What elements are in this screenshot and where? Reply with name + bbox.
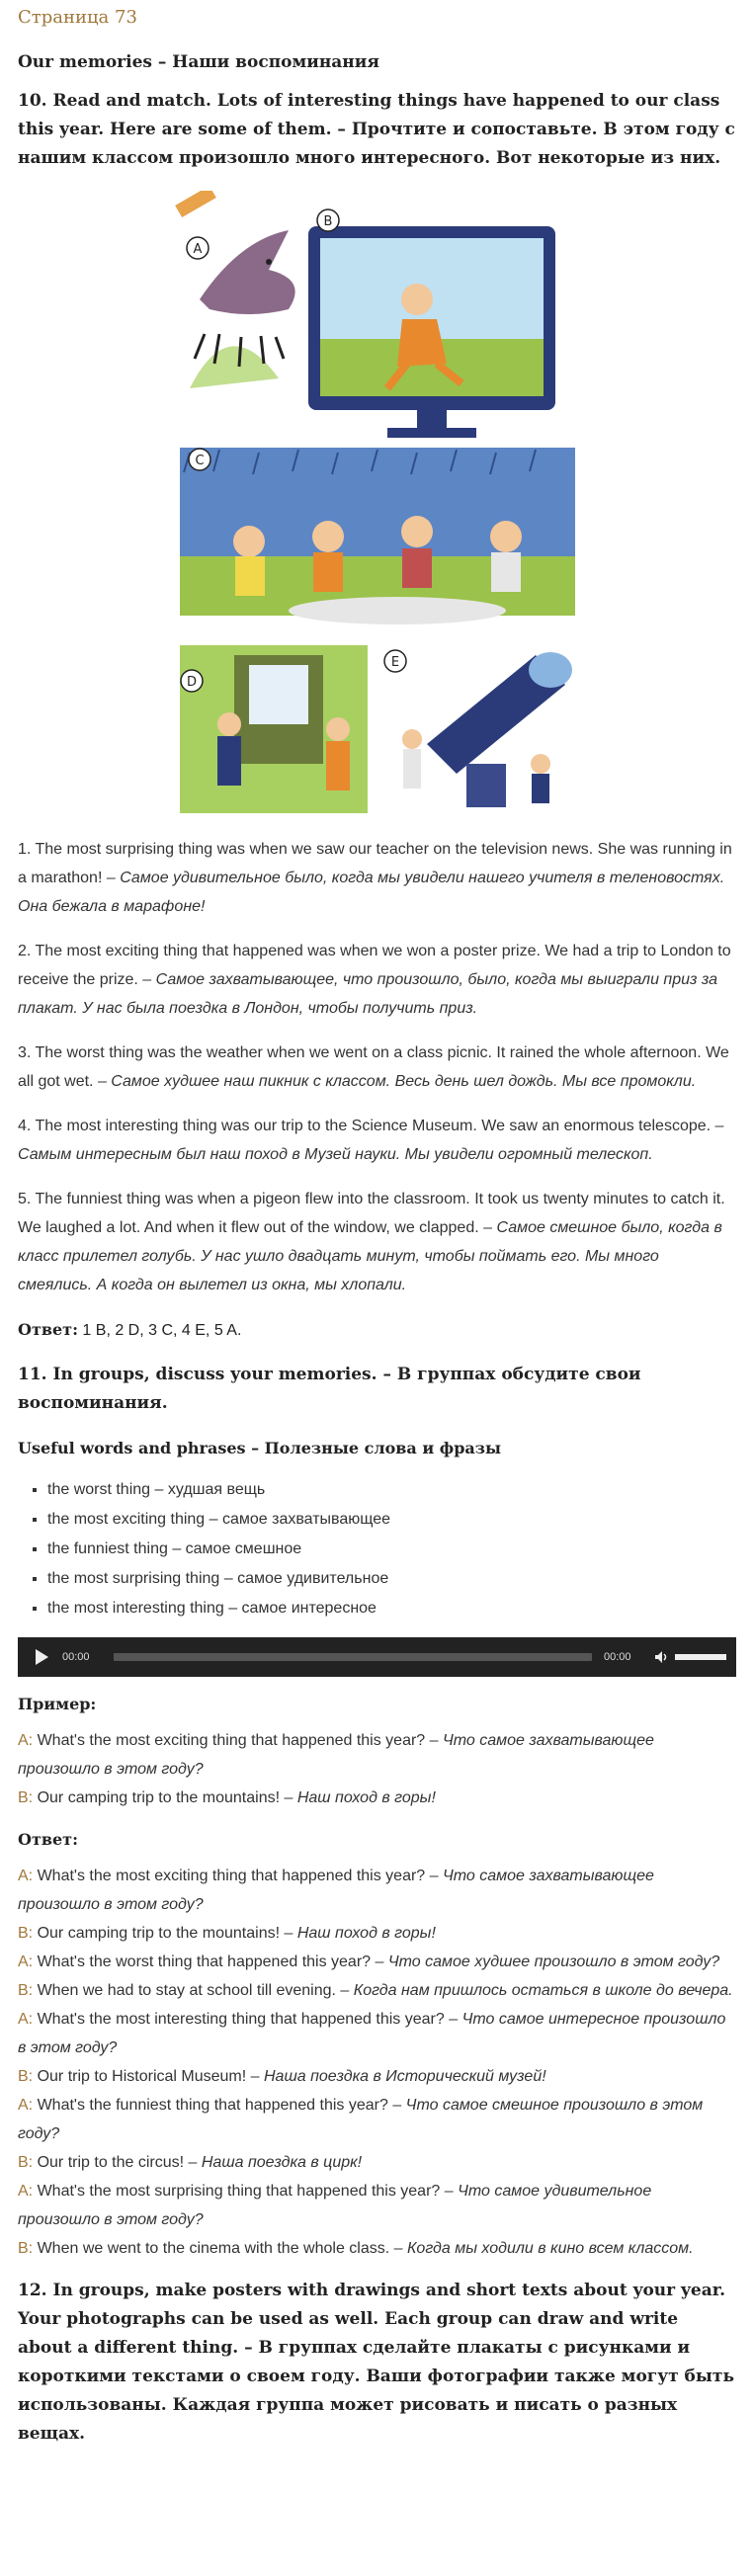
list-item: ▪ the worst thing – худшая вещь <box>47 1475 736 1505</box>
volume-slider[interactable] <box>675 1654 726 1660</box>
answer-10 <box>18 1315 736 1345</box>
label-a: A <box>193 242 202 257</box>
item-en: 2. The most exciting thing that happened was when we won a poster prize. We had a trip to London to receive the prize. <box>18 943 731 988</box>
dialog-line <box>18 2177 736 2234</box>
dialog-line <box>18 2062 736 2091</box>
line-en: What's the most interesting thing that happened this year? <box>37 2011 445 2028</box>
duration: 00:00 <box>604 1651 631 1663</box>
list-item: ▪ the most exciting thing – самое захватывающее <box>47 1505 736 1535</box>
speaker-label: B: <box>18 2154 34 2171</box>
line-ru: – Наш поход в горы! <box>284 1789 436 1806</box>
item-ru: – Самое удивительное было, когда мы увидели нашего учителя в теленовостях. Она бежала в марафоне! <box>18 870 725 915</box>
list-item: ▪ the most interesting thing – самое интересное <box>47 1594 736 1623</box>
matching-item-3 <box>18 1039 736 1096</box>
line-ru: – Что самое удивительное произошло в этом году? <box>18 2183 652 2228</box>
item-ru: – Самое смешное было, когда в класс прилетел голубь. У нас ушло двадцать минут, чтобы поймать его. Мы много смеялись. А когда он вылетел из окна, мы хлопали. <box>18 1219 722 1293</box>
line-ru: – Наша поездка в Исторический музей! <box>250 2068 546 2085</box>
line-en: What's the worst thing that happened this year? <box>37 1953 372 1970</box>
line-en: What's the most exciting thing that happened this year? <box>37 1868 426 1884</box>
dialog-line <box>18 2005 736 2062</box>
panel-d-prize <box>180 645 368 813</box>
line-en: What's the most surprising thing that happened this year? <box>37 2183 441 2200</box>
volume-icon[interactable] <box>653 1649 669 1665</box>
item-en: 3. The worst thing was the weather when we went on a class picnic. It rained the whole afternoon. We all got wet. <box>18 1044 729 1090</box>
task-12-heading: 12. In groups, make posters with drawings and short texts about your year. Your photographs can be used as well. Each group can draw and write about a different thing. – В группах сделайте плакаты с рисунками и короткими текстами о своем году. Ваши фотографии также могут быть использованы. Каждая группа может рисовать и писать о разных вещах. <box>18 2281 734 2444</box>
task-11-heading: 11. In groups, discuss your memories. – В группах обсудите свои воспоминания. <box>18 1365 641 1413</box>
current-time: 00:00 <box>62 1651 90 1663</box>
item-en: 4. The most interesting thing was our trip to the Science Museum. We saw an enormous telescope. <box>18 1118 712 1134</box>
item-en: 5. The funniest thing was when a pigeon flew into the classroom. It took us twenty minutes to catch it. We laughed a lot. And when it flew out of the window, we clapped. <box>18 1191 725 1236</box>
line-ru: – Что самое худшее произошло в этом году? <box>375 1953 720 1970</box>
line-en: What's the funniest thing that happened this year? <box>37 2097 388 2114</box>
dialog-line <box>18 1862 736 1919</box>
panel-a-pigeon <box>175 191 308 408</box>
line-en: Our camping trip to the mountains! <box>37 1925 281 1942</box>
answer-dialog <box>18 1862 736 2263</box>
line-ru: – Наша поездка в цирк! <box>188 2154 363 2171</box>
line-en: When we went to the cinema with the whole class. <box>37 2240 390 2257</box>
dialog-line <box>18 2148 736 2177</box>
line-ru: – Наш поход в горы! <box>284 1925 436 1942</box>
example-label: Пример: <box>18 1695 97 1713</box>
dialog-line <box>18 1784 736 1812</box>
line-ru: – Что самое интересное произошло в этом году? <box>18 2011 726 2056</box>
item-ru: – Самое худшее наш пикник с классом. Весь день шел дождь. Мы все промокли. <box>97 1073 697 1090</box>
play-icon[interactable] <box>36 1649 48 1665</box>
dialog-line <box>18 2234 736 2263</box>
panel-b-tv <box>308 209 555 438</box>
line-ru: – Когда нам пришлось остаться в школе до вечера. <box>340 1982 733 1999</box>
panel-c-picnic <box>180 448 575 624</box>
section-title: Our memories – Наши воспоминания <box>18 52 379 72</box>
line-en: What's the most exciting thing that happened this year? <box>37 1732 426 1749</box>
speaker-label: A: <box>18 1732 34 1749</box>
panel-e-telescope <box>377 645 575 813</box>
label-c: C <box>194 454 205 468</box>
dialog-line <box>18 1919 736 1948</box>
matching-item-1 <box>18 835 736 921</box>
speaker-label: A: <box>18 2011 34 2028</box>
dialog-line <box>18 1726 736 1784</box>
answer-label: Ответ: <box>18 1320 78 1339</box>
item-ru: – Самым интересным был наш поход в Музей науки. Мы увидели огромный телескоп. <box>18 1118 724 1163</box>
line-ru: – Когда мы ходили в кино всем классом. <box>393 2240 694 2257</box>
task-10-heading: 10. Read and match. Lots of interesting things have happened to our class this year. Here are some of them. – Прочтите и сопоставьте. В этом году с нашим классом произошло много интересного. Вот некоторые из них. <box>18 91 735 168</box>
audio-player <box>18 1637 736 1677</box>
page-label: Страница 73 <box>18 7 137 28</box>
useful-phrases-title: Useful words and phrases – Полезные слова и фразы <box>18 1439 502 1457</box>
example-dialog <box>18 1726 736 1812</box>
item-ru: – Самое захватывающее, что произошло, было, когда мы выиграли приз за плакат. У нас была поездка в Лондон, чтобы получить приз. <box>18 971 718 1017</box>
memories-illustration <box>170 191 585 819</box>
label-d: D <box>186 675 197 690</box>
item-en: 1. The most surprising thing was when we saw our teacher on the television news. She was running in a marathon! <box>18 841 732 886</box>
list-item: ▪ the funniest thing – самое смешное <box>47 1535 736 1564</box>
line-en: When we had to stay at school till evening. <box>37 1982 336 1999</box>
speaker-label: A: <box>18 1953 34 1970</box>
speaker-label: A: <box>18 2097 34 2114</box>
dialog-line <box>18 1948 736 1976</box>
dialog-line <box>18 1976 736 2005</box>
matching-item-2 <box>18 937 736 1023</box>
seek-bar[interactable] <box>114 1653 592 1661</box>
line-en: Our camping trip to the mountains! <box>37 1789 281 1806</box>
line-en: Our trip to the circus! <box>37 2154 185 2171</box>
speaker-label: B: <box>18 2068 34 2085</box>
matching-item-5 <box>18 1185 736 1299</box>
line-ru: – Что самое захватывающее произошло в этом году? <box>18 1868 654 1913</box>
line-en: Our trip to Historical Museum! <box>37 2068 247 2085</box>
line-ru: – Что самое смешное произошло в этом году? <box>18 2097 704 2142</box>
list-item: ▪ the most surprising thing – самое удивительное <box>47 1564 736 1594</box>
speaker-label: A: <box>18 2183 34 2200</box>
speaker-label: B: <box>18 1925 34 1942</box>
volume-control <box>653 1649 726 1665</box>
answer-label: Ответ: <box>18 1830 78 1849</box>
label-e: E <box>390 655 399 670</box>
speaker-label: B: <box>18 1789 34 1806</box>
answer-text: 1 B, 2 D, 3 C, 4 E, 5 A. <box>82 1322 242 1339</box>
line-ru: – Что самое захватывающее произошло в этом году? <box>18 1732 654 1778</box>
phrase-list <box>18 1475 736 1623</box>
speaker-label: A: <box>18 1868 34 1884</box>
speaker-label: B: <box>18 2240 34 2257</box>
speaker-label: B: <box>18 1982 34 1999</box>
dialog-line <box>18 2091 736 2148</box>
label-b: B <box>323 214 332 229</box>
matching-items <box>18 835 736 1299</box>
matching-item-4 <box>18 1112 736 1169</box>
